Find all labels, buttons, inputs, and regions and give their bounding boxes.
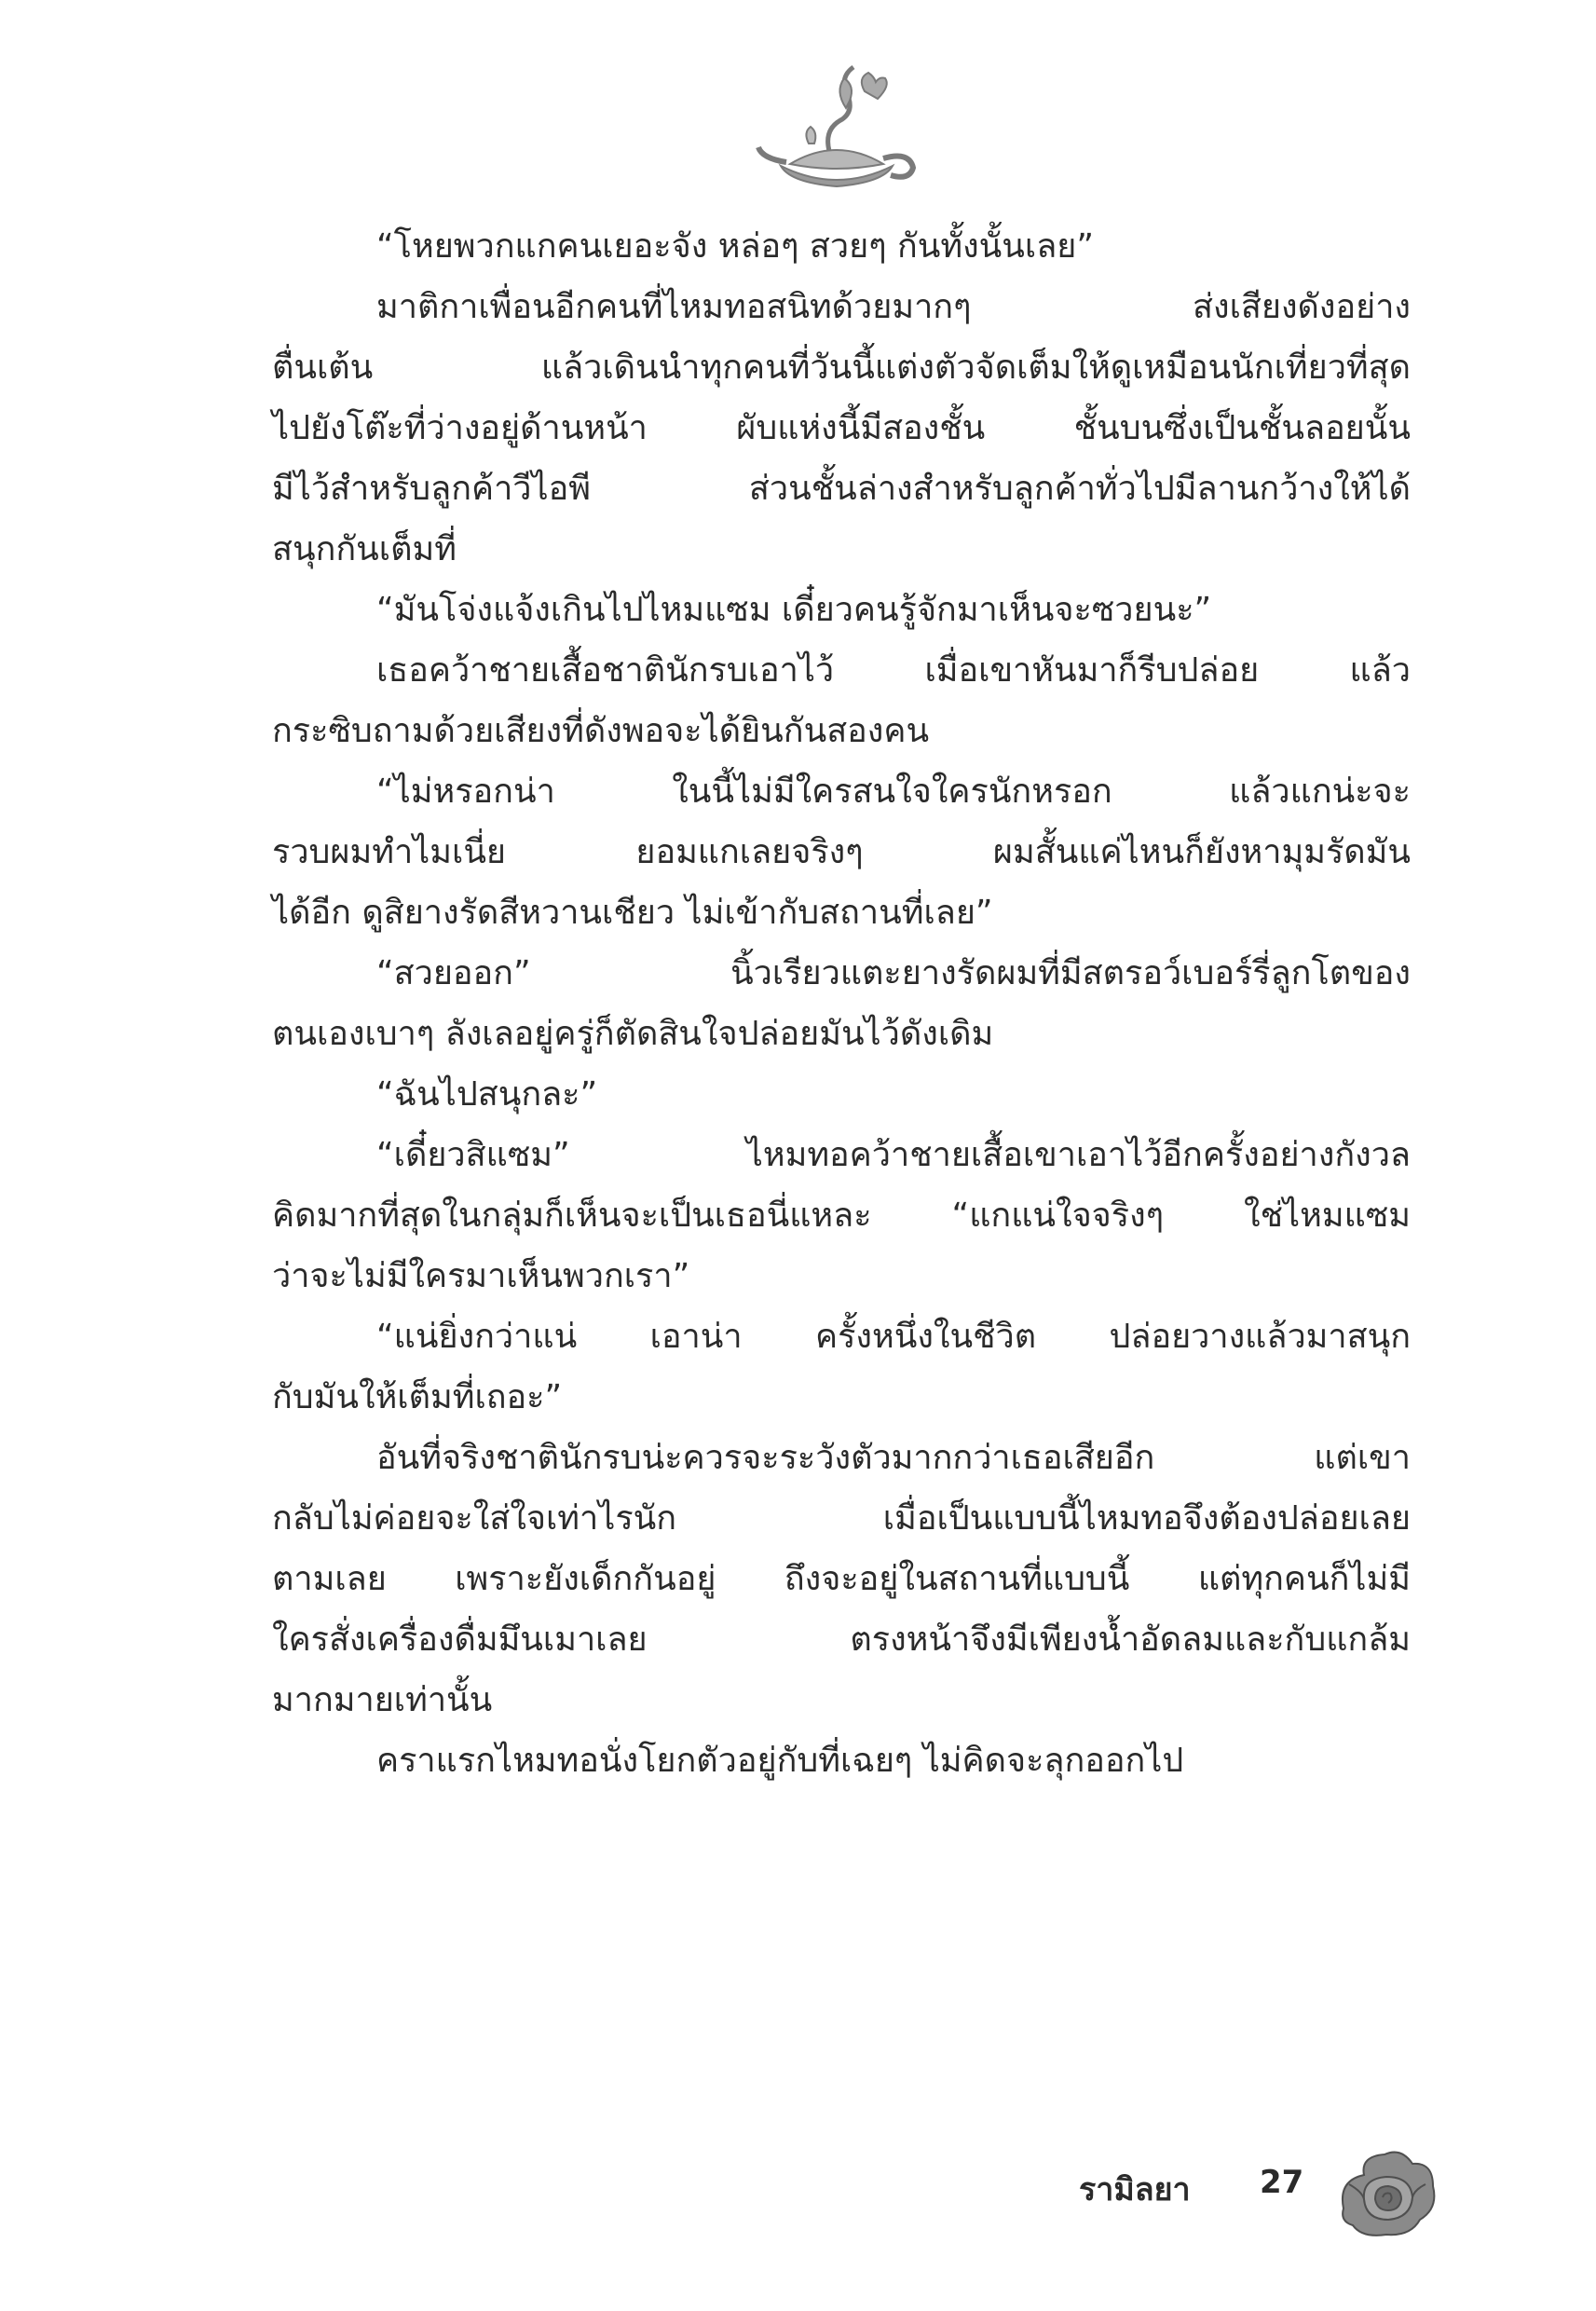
- running-title: รามิลยา: [1079, 2171, 1191, 2208]
- text-line: “เดี๋ยวสิแซม” ไหมทอคว้าชายเสื้อเขาเอาไว้อีกครั้งอย่างกังวล: [376, 1136, 1411, 1174]
- text-line: คิดมากที่สุดในกลุ่มก็เห็นจะเป็นเธอนี่แหละ “แกแน่ใจจริงๆ ใช่ไหมแซม: [272, 1197, 1411, 1235]
- text-line: “มันโจ่งแจ้งเกินไปไหมแซม เดี๋ยวคนรู้จักมาเห็นจะซวยนะ”: [376, 591, 1212, 629]
- text-line: คราแรกไหมทอนั่งโยกตัวอยู่กับที่เฉยๆ ไม่คิดจะลุกออกไป: [376, 1742, 1184, 1780]
- body-text: [272, 216, 1411, 1791]
- text-line: ตื่นเต้น แล้วเดินนำทุกคนที่วันนี้แต่งตัวจัดเต็มให้ดูเหมือนนักเที่ยวที่สุด: [272, 349, 1411, 387]
- text-line: มากมายเท่านั้น: [272, 1681, 493, 1719]
- text-line: ใครสั่งเครื่องดื่มมึนเมาเลย ตรงหน้าจึงมีเพียงน้ำอัดลมและกับแกล้ม: [272, 1620, 1411, 1659]
- text-line: ตามเลย เพราะยังเด็กกันอยู่ ถึงจะอยู่ในสถานที่แบบนี้ แต่ทุกคนก็ไม่มี: [272, 1560, 1411, 1598]
- text-line: “สวยออก” นิ้วเรียวแตะยางรัดผมที่มีสตรอว์เบอร์รี่ลูกโตของ: [376, 954, 1411, 992]
- paragraph: [272, 216, 1411, 277]
- page-number: 27: [1260, 2164, 1304, 2201]
- text-line: อันที่จริงชาตินักรบน่ะควรจะระวังตัวมากกว่าเธอเสียอีก แต่เขา: [376, 1439, 1411, 1477]
- text-line: ว่าจะไม่มีใครมาเห็นพวกเรา”: [272, 1257, 690, 1295]
- text-line: ไปยังโต๊ะที่ว่างอยู่ด้านหน้า ผับแห่งนี้มีสองชั้น ชั้นบนซึ่งเป็นชั้นลอยนั้น: [272, 409, 1411, 447]
- text-line: กับมันให้เต็มที่เถอะ”: [272, 1378, 563, 1416]
- rose-flower-icon: [1336, 2143, 1439, 2241]
- paragraph: [272, 580, 1411, 640]
- text-line: กลับไม่ค่อยจะใส่ใจเท่าไรนัก เมื่อเป็นแบบนี้ไหมทอจึงต้องปล่อยเลย: [272, 1499, 1411, 1538]
- paragraph: [272, 1125, 1411, 1306]
- text-line: รวบผมทำไมเนี่ย ยอมแกเลยจริงๆ ผมสั้นแค่ไหนก็ยังหามุมรัดมัน: [272, 833, 1411, 871]
- paragraph: [272, 1306, 1411, 1428]
- text-line: “ฉันไปสนุกละ”: [376, 1075, 598, 1114]
- text-line: “แน่ยิ่งกว่าแน่ เอาน่า ครั้งหนึ่งในชีวิต ปล่อยวางแล้วมาสนุก: [376, 1318, 1411, 1356]
- text-line: กระซิบถามด้วยเสียงที่ดังพอจะได้ยินกันสองคน: [272, 712, 930, 750]
- text-line: เธอคว้าชายเสื้อชาตินักรบเอาไว้ เมื่อเขาหันมาก็รีบปล่อย แล้ว: [376, 651, 1411, 690]
- text-line: “ไม่หรอกน่า ในนี้ไม่มีใครสนใจใครนักหรอก แล้วแกน่ะจะ: [376, 773, 1411, 811]
- paragraph: [272, 1428, 1411, 1730]
- text-line: ตนเองเบาๆ ลังเลอยู่ครู่ก็ตัดสินใจปล่อยมันไว้ดังเดิม: [272, 1015, 994, 1053]
- paragraph: [272, 943, 1411, 1064]
- paragraph: [272, 1730, 1411, 1791]
- paragraph: [272, 1064, 1411, 1125]
- text-line: ได้อีก ดูสิยางรัดสีหวานเชียว ไม่เข้ากับสถานที่เลย”: [272, 894, 993, 932]
- paragraph: [272, 640, 1411, 761]
- text-line: มีไว้สำหรับลูกค้าวีไอพี ส่วนชั้นล่างสำหรับลูกค้าทั่วไปมีลานกว้างให้ได้: [272, 470, 1411, 508]
- paragraph: [272, 277, 1411, 580]
- text-line: สนุกกันเต็มที่: [272, 530, 457, 568]
- text-line: มาติกาเพื่อนอีกคนที่ไหมทอสนิทด้วยมากๆ ส่งเสียงดังอย่าง: [376, 288, 1411, 326]
- text-line: “โหยพวกแกคนเยอะจัง หล่อๆ สวยๆ กันทั้งนั้นเลย”: [376, 227, 1095, 266]
- genie-lamp-ornament-icon: [753, 54, 921, 203]
- paragraph: [272, 761, 1411, 943]
- page-footer: [0, 2143, 1596, 2255]
